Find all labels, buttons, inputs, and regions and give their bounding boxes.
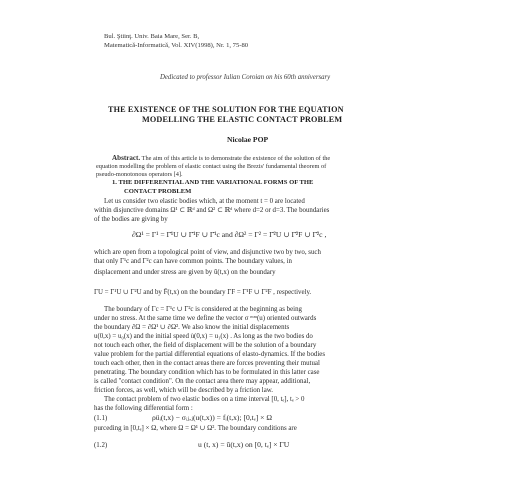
body-p3-line8: penetrating. The boundary condition which has to be formulated in this latter case: [94, 369, 320, 376]
body-p1-line1: Let us consider two elastic bodies which, at the moment t = 0 are located: [104, 198, 305, 205]
section-heading-line1: 1. THE DIFFERENTIAL AND THE VARIATIONAL FORMS OF THE: [112, 179, 314, 186]
abstract-line1-text: The aim of this article is to demonstrate the existence of the solution of the: [140, 155, 331, 162]
body-p3-line6: value problem for the partial differential equations of elasto-dynamics. If the bodies: [94, 351, 326, 358]
body-p3-line2: under no stress. At the same time we define the vector σ ᵐᵐ(u) oriented outwards: [94, 315, 317, 322]
journal-header-line2: Matematică-Informatică, Vol. XIV(1998), Nr. 1, 75-80: [104, 42, 249, 49]
body-p2-line3: displacement and under stress are given by ū(t,x) on the boundary: [94, 269, 276, 276]
body-p2-line1: which are open from a topological point of view, and disjunctive two by two, such: [94, 249, 321, 256]
equation-1-1-label: (1.1): [94, 415, 108, 422]
body-p2-line2: that only Γ¹c and Γ²c can have common points. The boundary values, in: [94, 258, 292, 265]
body-p3-line3: the boundary ∂Ω = ∂Ω¹ ∪ ∂Ω². We also know the initial displacements: [94, 324, 290, 331]
dedication: Dedicated to professor Iulian Coroian on his 60th anniversary: [160, 74, 331, 81]
abstract-label: Abstract.: [112, 154, 141, 162]
body-p3-line10: friction forces, as well, which will be described by a friction law.: [94, 387, 274, 394]
journal-header-line1: Bul. Ştiinţ. Univ. Baia Mare, Ser. B,: [104, 33, 200, 40]
body-p2-line4: ΓU = Γ¹U ∪ Γ²U and by F̄(t,x) on the boundary ΓF = Γ¹F ∪ Γ²F , respectively.: [94, 289, 312, 296]
title-line2: MODELLING THE ELASTIC CONTACT PROBLEM: [142, 115, 343, 124]
body-p3-line7: touch each other, then in the contact areas there are forces preventing their mutual: [94, 360, 320, 367]
equation-1-1: ρüᵢ(t,x) − σᵢⱼ,ⱼ(u(t,x)) = fᵢ(t,x); [0,tₑ] × Ω: [152, 413, 272, 422]
body-p1-line3: of the bodies are giving by: [94, 216, 168, 223]
equation-1-2: u (t, x) = ū(t,x) on [0, tₑ] × ΓU: [198, 440, 290, 449]
body-p3-line4: u(0,x) = u₀(x) and the initial speed u̇(0,x) = u₁(x) . As long as the two bodies do: [94, 333, 313, 340]
body-p3-line5: not touch each other, the field of displacement will be the solution of a boundary: [94, 342, 317, 349]
body-p3-line9: is called "contact condition". On the contact area there may appear, additional,: [94, 378, 311, 385]
body-p4-line2: has the following differential form :: [94, 405, 193, 412]
equation-1-1-continuation: purceding in [0,tₑ] × Ω, where Ω = Ω¹ ∪ Ω². The boundary conditions are: [94, 425, 297, 432]
body-p1-line2: within disjunctive domains Ω¹ ⊂ ℝᵈ and Ω² ⊂ ℝᵈ where d=2 or d=3. The boundaries: [94, 207, 330, 214]
author: Nicolae POP: [227, 135, 269, 144]
equation-boundaries: ∂Ω¹ = Γ¹ = Γ̄¹U ∪ Γ̄¹F ∪ Γ̄¹c and ∂Ω² = Γ² = Γ̄²U ∪ Γ̄²F ∪ Γ̄²c ,: [132, 230, 327, 239]
title-line1: THE EXISTENCE OF THE SOLUTION FOR THE EQUATION: [108, 105, 344, 114]
section-heading-line2: CONTACT PROBLEM: [124, 188, 192, 195]
equation-1-2-label: (1.2): [94, 442, 108, 449]
abstract-line2: equation modelling the problem of elastic contact using the Brezis' fundamental theorem of: [96, 163, 327, 170]
body-p3-line1: The boundary of Γc = Γ¹c ∪ Γ²c is considered at the beginning as being: [104, 306, 302, 313]
abstract-line3: pseudo-monotonous operators [4].: [96, 171, 183, 178]
body-p4-line1: The contact problem of two elastic bodies on a time interval [0, tₑ], tₑ > 0: [104, 396, 305, 403]
